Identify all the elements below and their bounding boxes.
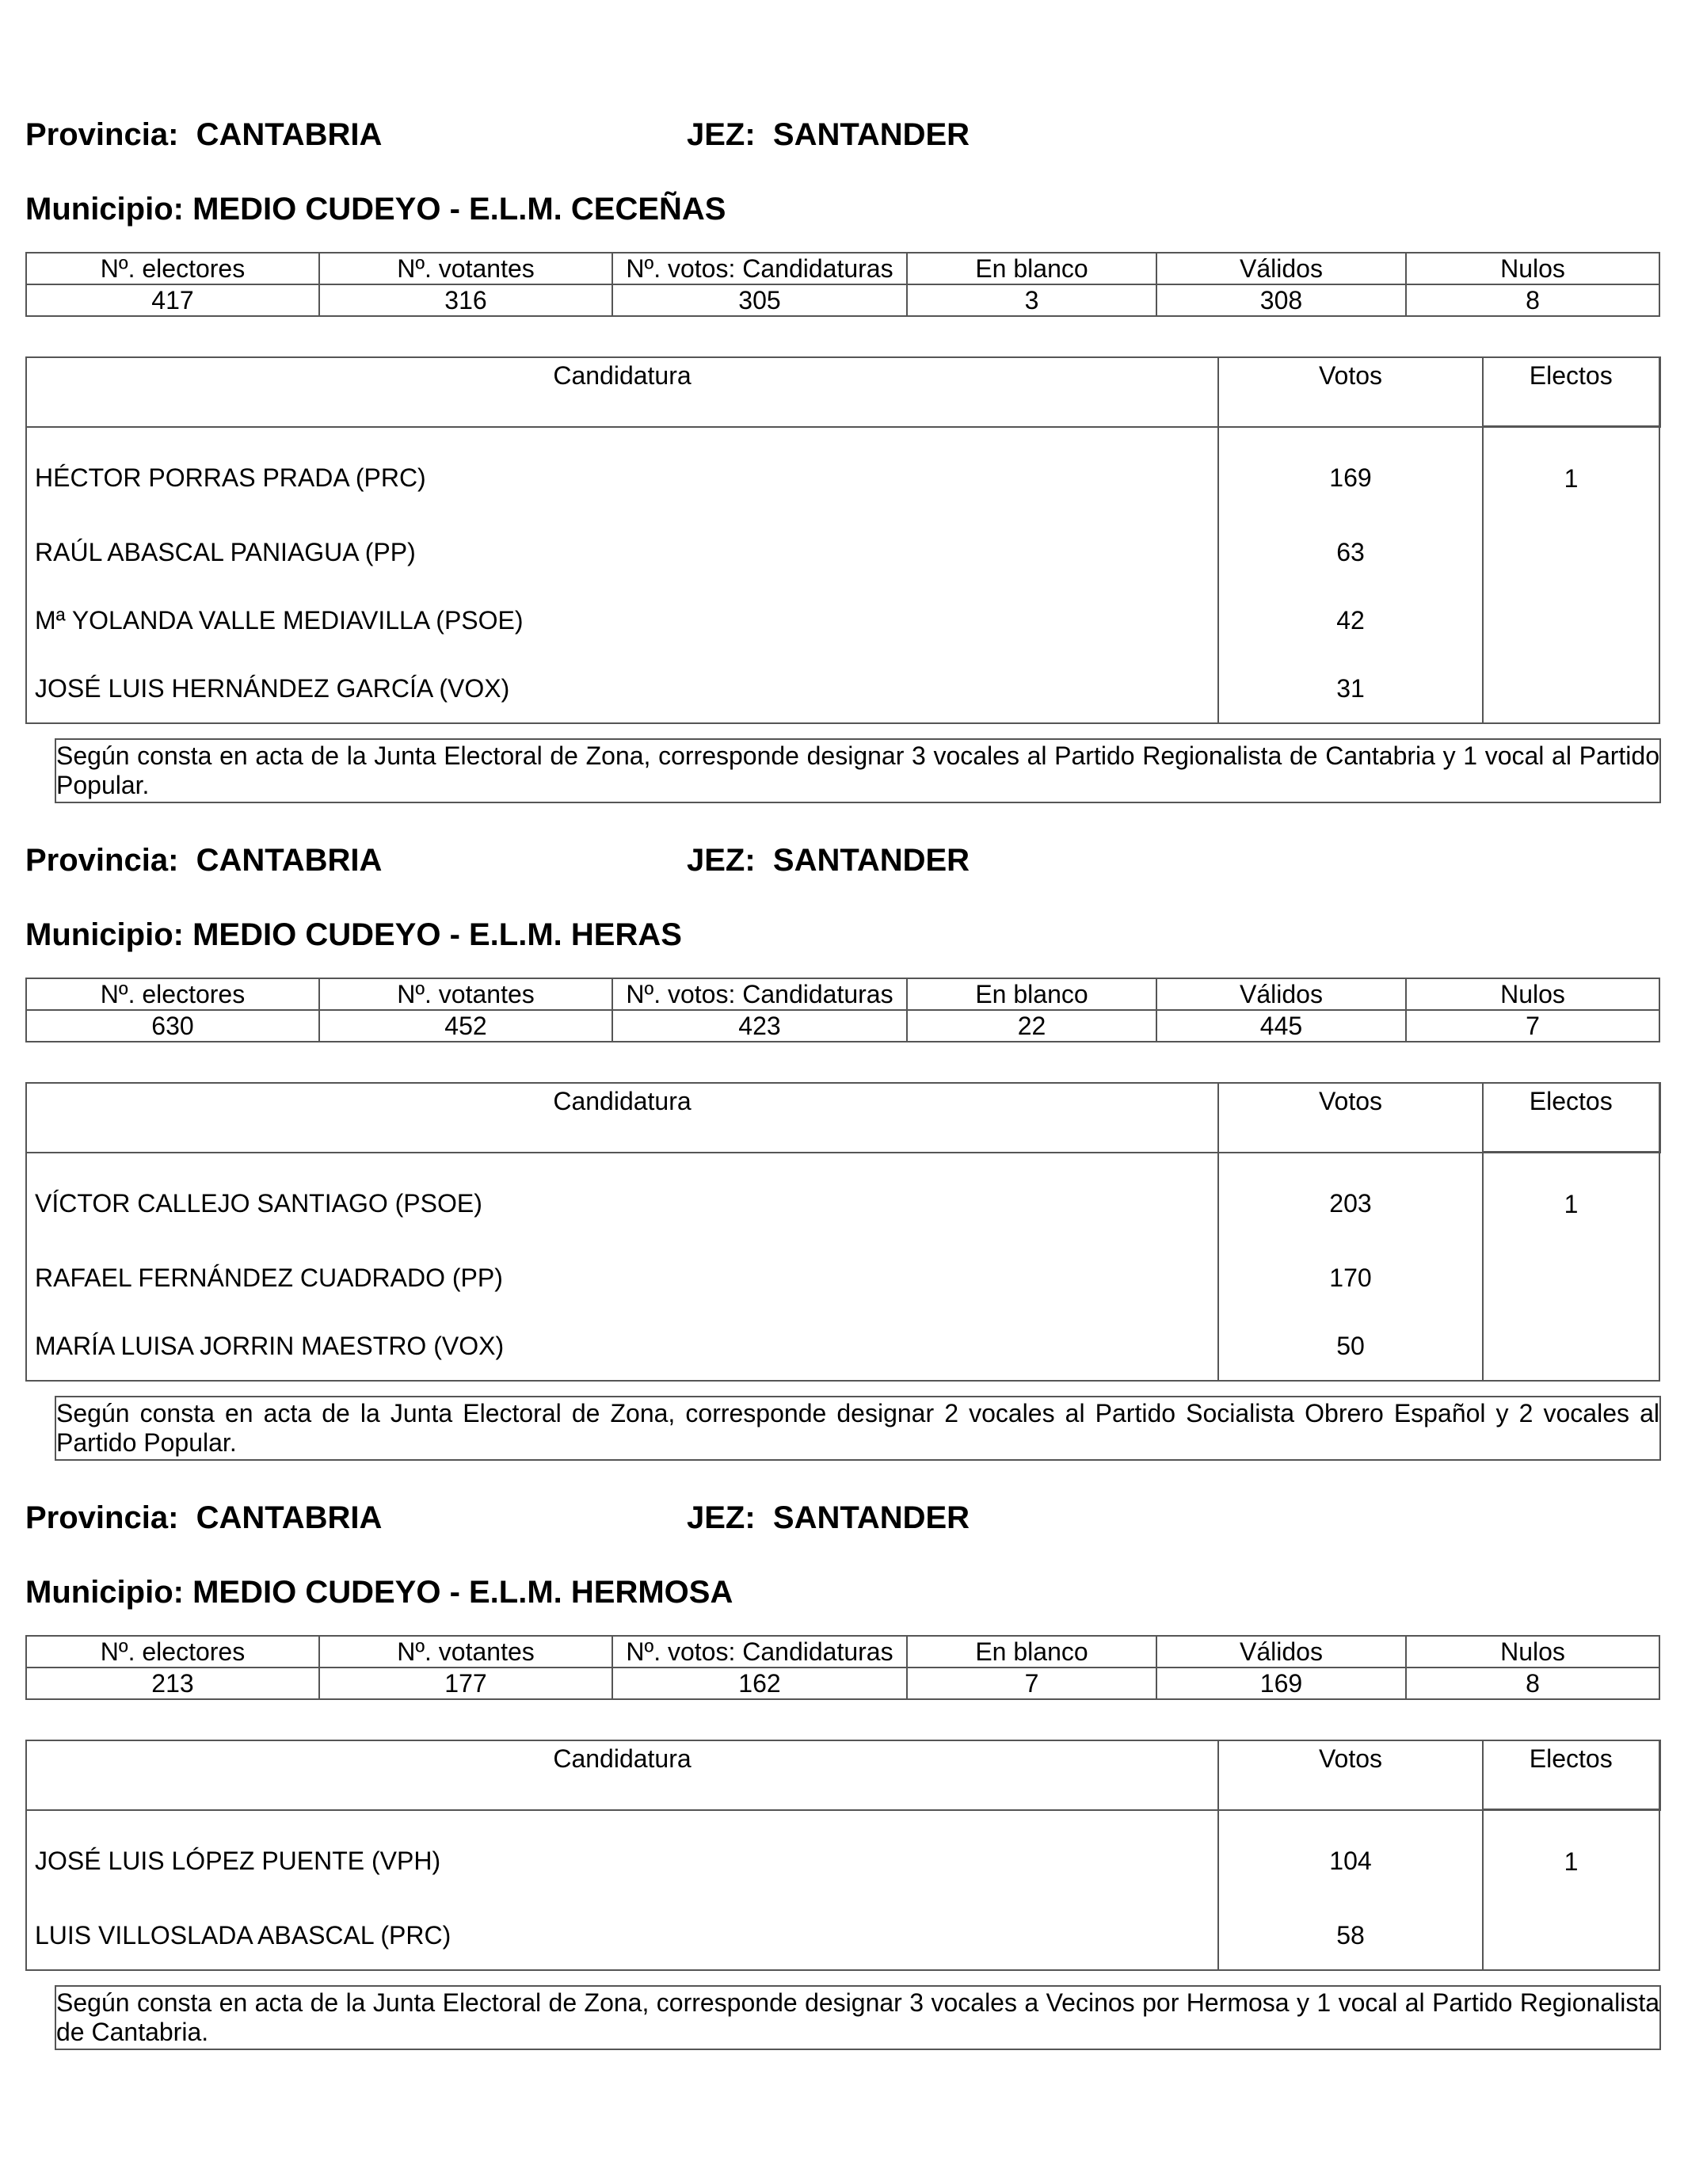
municipio-line: Municipio: MEDIO CUDEYO - E.L.M. HERMOSA xyxy=(25,1575,733,1610)
candidate-electos xyxy=(1483,1901,1659,1970)
summary-header-cell: Nº. electores xyxy=(26,253,319,284)
summary-header-row xyxy=(26,1636,1659,1668)
candidates-table xyxy=(25,1740,1661,1971)
candidate-name: RAFAEL FERNÁNDEZ CUADRADO (PP) xyxy=(26,1244,1218,1312)
summary-value-cell: 8 xyxy=(1406,1668,1659,1699)
candidate-name: HÉCTOR PORRAS PRADA (PRC) xyxy=(26,427,1218,519)
summary-header-cell: Nulos xyxy=(1406,978,1659,1010)
candidate-row xyxy=(26,427,1659,519)
candidate-electos xyxy=(1483,654,1659,723)
candidate-row xyxy=(26,1312,1659,1381)
summary-value-row xyxy=(26,1668,1659,1699)
candidate-electos xyxy=(1483,1244,1659,1312)
summary-header-cell: Válidos xyxy=(1156,253,1406,284)
votos-header: Votos xyxy=(1218,1083,1483,1153)
summary-value-cell: 213 xyxy=(26,1668,319,1699)
jez-value: SANTANDER xyxy=(772,843,970,878)
candidate-votos: 31 xyxy=(1218,654,1483,723)
summary-value-cell: 316 xyxy=(319,284,612,316)
summary-header-row xyxy=(26,253,1659,284)
candidate-electos: 1 xyxy=(1483,1153,1659,1244)
summary-table xyxy=(25,1635,1660,1700)
electos-header: Electos xyxy=(1483,357,1659,427)
candidates-table xyxy=(25,356,1661,724)
municipio-line: Municipio: MEDIO CUDEYO - E.L.M. CECEÑAS xyxy=(25,192,726,227)
candidate-votos: 50 xyxy=(1218,1312,1483,1381)
candidate-votos: 203 xyxy=(1218,1153,1483,1244)
candidate-votos: 170 xyxy=(1218,1244,1483,1312)
summary-value-cell: 8 xyxy=(1406,284,1659,316)
candidates-table xyxy=(25,1082,1661,1382)
candidate-electos xyxy=(1483,586,1659,654)
municipio-value: MEDIO CUDEYO - E.L.M. CECEÑAS xyxy=(192,192,726,227)
summary-value-cell: 417 xyxy=(26,284,319,316)
jez-line: JEZ: SANTANDER xyxy=(687,843,970,878)
summary-table xyxy=(25,252,1660,317)
candidate-name: Mª YOLANDA VALLE MEDIAVILLA (PSOE) xyxy=(26,586,1218,654)
candidates-header-row xyxy=(26,1083,1659,1153)
summary-header-cell: Nº. votos: Candidaturas xyxy=(612,978,907,1010)
summary-header-cell: Nº. votantes xyxy=(319,1636,612,1668)
provincia-line: Provincia: CANTABRIA xyxy=(25,843,383,878)
candidate-votos: 58 xyxy=(1218,1901,1483,1970)
candidate-row xyxy=(26,518,1659,586)
candidatura-header: Candidatura xyxy=(26,1083,1218,1153)
summary-value-cell: 7 xyxy=(1406,1010,1659,1042)
summary-header-cell: En blanco xyxy=(907,978,1156,1010)
summary-value-cell: 22 xyxy=(907,1010,1156,1042)
junta-note: Según consta en acta de la Junta Electoral de Zona, corresponde designar 3 vocales a Vecinos por Hermosa y 1 vocal al Partido Regionalista de Cantabria. xyxy=(55,1985,1661,2050)
summary-value-cell: 630 xyxy=(26,1010,319,1042)
electos-header: Electos xyxy=(1483,1083,1659,1153)
summary-table xyxy=(25,978,1660,1042)
candidate-row xyxy=(26,1810,1659,1902)
candidates-header-row xyxy=(26,1740,1659,1810)
electos-header: Electos xyxy=(1483,1740,1659,1810)
candidate-name: RAÚL ABASCAL PANIAGUA (PP) xyxy=(26,518,1218,586)
summary-value-row xyxy=(26,284,1659,316)
summary-header-cell: Nº. votantes xyxy=(319,253,612,284)
summary-header-cell: Válidos xyxy=(1156,978,1406,1010)
summary-header-cell: Nº. electores xyxy=(26,978,319,1010)
summary-header-cell: Nulos xyxy=(1406,1636,1659,1668)
candidatura-header: Candidatura xyxy=(26,357,1218,427)
summary-value-cell: 452 xyxy=(319,1010,612,1042)
candidate-name: VÍCTOR CALLEJO SANTIAGO (PSOE) xyxy=(26,1153,1218,1244)
candidate-votos: 104 xyxy=(1218,1810,1483,1902)
candidate-electos xyxy=(1483,1312,1659,1381)
candidate-row xyxy=(26,586,1659,654)
provincia-value: CANTABRIA xyxy=(196,843,383,878)
summary-header-cell: En blanco xyxy=(907,1636,1156,1668)
municipio-line: Municipio: MEDIO CUDEYO - E.L.M. HERAS xyxy=(25,917,682,952)
candidate-votos: 169 xyxy=(1218,427,1483,519)
candidate-row xyxy=(26,654,1659,723)
candidate-electos: 1 xyxy=(1483,1810,1659,1902)
summary-header-cell: Nº. votos: Candidaturas xyxy=(612,1636,907,1668)
summary-value-cell: 308 xyxy=(1156,284,1406,316)
jez-value: SANTANDER xyxy=(772,117,970,152)
candidate-row xyxy=(26,1153,1659,1244)
summary-value-cell: 177 xyxy=(319,1668,612,1699)
summary-value-cell: 169 xyxy=(1156,1668,1406,1699)
provincia-value: CANTABRIA xyxy=(196,117,383,152)
candidatura-header: Candidatura xyxy=(26,1740,1218,1810)
junta-note: Según consta en acta de la Junta Electoral de Zona, corresponde designar 3 vocales al Partido Regionalista de Cantabria y 1 vocal al Partido Popular. xyxy=(55,738,1661,803)
candidate-electos xyxy=(1483,518,1659,586)
provincia-line: Provincia: CANTABRIA xyxy=(25,1500,383,1535)
summary-header-cell: En blanco xyxy=(907,253,1156,284)
jez-line: JEZ: SANTANDER xyxy=(687,117,970,152)
provincia-line: Provincia: CANTABRIA xyxy=(25,117,383,152)
summary-value-cell: 162 xyxy=(612,1668,907,1699)
votos-header: Votos xyxy=(1218,357,1483,427)
summary-header-row xyxy=(26,978,1659,1010)
jez-value: SANTANDER xyxy=(772,1500,970,1535)
municipio-value: MEDIO CUDEYO - E.L.M. HERAS xyxy=(192,917,682,952)
candidate-electos: 1 xyxy=(1483,427,1659,519)
summary-value-cell: 3 xyxy=(907,284,1156,316)
summary-value-cell: 7 xyxy=(907,1668,1156,1699)
municipio-value: MEDIO CUDEYO - E.L.M. HERMOSA xyxy=(192,1575,733,1610)
summary-header-cell: Nº. electores xyxy=(26,1636,319,1668)
summary-header-cell: Nulos xyxy=(1406,253,1659,284)
candidates-header-row xyxy=(26,357,1659,427)
junta-note: Según consta en acta de la Junta Electoral de Zona, corresponde designar 2 vocales al Partido Socialista Obrero Español y 2 vocales al Partido Popular. xyxy=(55,1396,1661,1461)
candidate-votos: 63 xyxy=(1218,518,1483,586)
votos-header: Votos xyxy=(1218,1740,1483,1810)
provincia-value: CANTABRIA xyxy=(196,1500,383,1535)
jez-line: JEZ: SANTANDER xyxy=(687,1500,970,1535)
summary-value-cell: 423 xyxy=(612,1010,907,1042)
candidate-votos: 42 xyxy=(1218,586,1483,654)
summary-value-row xyxy=(26,1010,1659,1042)
candidate-name: JOSÉ LUIS HERNÁNDEZ GARCÍA (VOX) xyxy=(26,654,1218,723)
candidate-name: JOSÉ LUIS LÓPEZ PUENTE (VPH) xyxy=(26,1810,1218,1902)
summary-value-cell: 445 xyxy=(1156,1010,1406,1042)
summary-value-cell: 305 xyxy=(612,284,907,316)
candidate-row xyxy=(26,1244,1659,1312)
candidate-name: LUIS VILLOSLADA ABASCAL (PRC) xyxy=(26,1901,1218,1970)
candidate-row xyxy=(26,1901,1659,1970)
summary-header-cell: Válidos xyxy=(1156,1636,1406,1668)
summary-header-cell: Nº. votantes xyxy=(319,978,612,1010)
candidate-name: MARÍA LUISA JORRIN MAESTRO (VOX) xyxy=(26,1312,1218,1381)
summary-header-cell: Nº. votos: Candidaturas xyxy=(612,253,907,284)
